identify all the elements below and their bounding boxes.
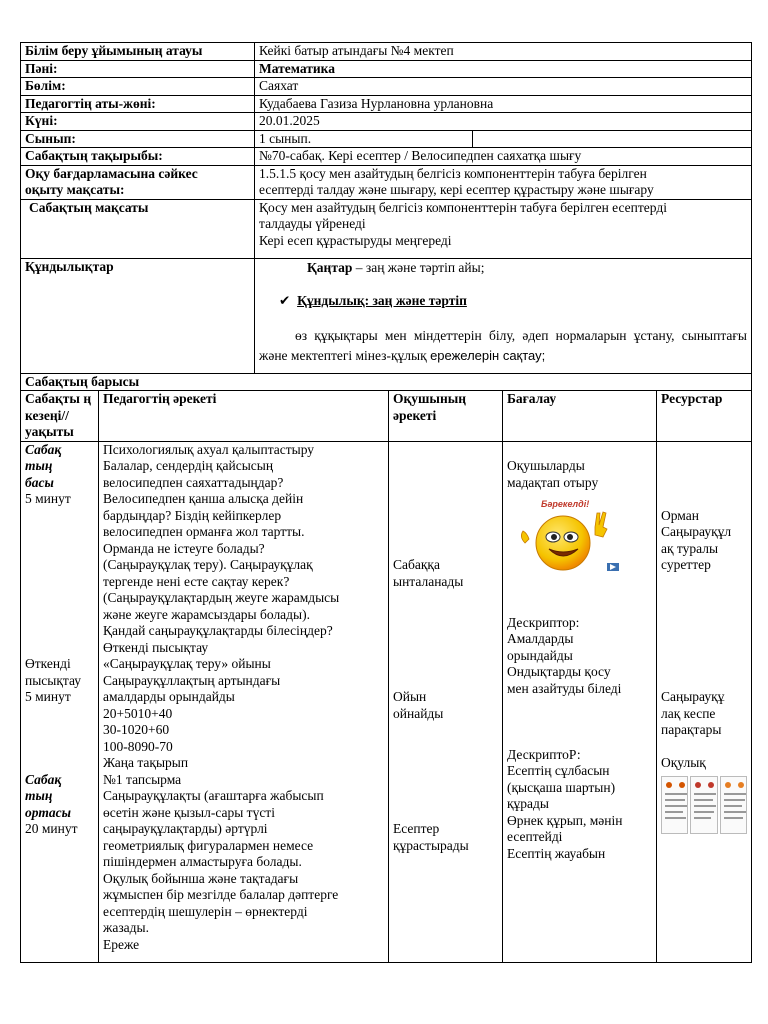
resource-line: суреттер [661, 557, 711, 572]
student-column [389, 441, 503, 962]
teacher-line: велосипедпен саяхаттадыңдар? [103, 474, 284, 490]
worksheet-thumbnails [661, 776, 747, 834]
teacher-line: өсетін және қызыл-сары түсті [103, 804, 275, 820]
progress-title: Сабақтың барысы [21, 373, 752, 391]
objectives-label-line: оқыту мақсаты: [25, 182, 125, 197]
progress-header-row [21, 391, 752, 442]
teacher-line: (Саңырауқұлақ теру). Саңырауқұлақ [103, 557, 313, 572]
assessment-line: құрады [507, 796, 549, 811]
worksheet-thumbnail [690, 776, 717, 834]
lesson-goal-value [255, 199, 752, 258]
subject-label: Пәні: [21, 60, 255, 78]
assessment-line: Дескриптор: [507, 614, 580, 630]
stage-3-name: тың [25, 788, 53, 803]
resource-line: ақ туралы [661, 540, 719, 556]
math-row [103, 722, 384, 739]
topic-label: Сабақтың тақырыбы: [21, 148, 255, 166]
values-heading: Құндылық: заң және тәртіп [297, 292, 467, 308]
teacher-line: есептердің шешулерін – өрнектерді [103, 903, 308, 919]
date-row [21, 113, 752, 131]
math-row [103, 739, 384, 756]
values-month-text: – заң және тәртіп айы; [352, 259, 485, 275]
teacher-line: Оқулық бойынша және тақтадағы [103, 870, 299, 886]
col-header-teacher: Педагогтің әрекеті [99, 391, 389, 442]
class-empty-cell [473, 130, 752, 148]
resource-line: лақ кеспе [661, 705, 716, 721]
teacher-line: Қандай саңырауқұлақтарды білесіңдер? [103, 623, 333, 638]
resource-line: парақтары [661, 722, 722, 737]
assessment-line: есептейді [507, 829, 563, 844]
teacher-line: Жаңа тақырып [103, 755, 189, 770]
progress-body-row [21, 441, 752, 962]
progress-table [20, 373, 752, 963]
col-header-stage: Сабақты ң кезеңі// уақыты [21, 391, 99, 442]
teacher-line: саңырауқұлақтарды) әртүрлі [103, 821, 268, 836]
lesson-plan-document [20, 42, 751, 963]
teacher-line: Саңырауқұллақтың артындағы [103, 672, 281, 688]
math-expression: 100-80 [103, 738, 142, 754]
class-row [21, 130, 752, 148]
section-label: Бөлім: [21, 78, 255, 96]
math-expression: 20+50 [103, 705, 138, 721]
lesson-goal-line: Қосу мен азайтудың белгісіз компоненттерін табуға берілген есептерді [259, 199, 667, 215]
stage-3-time: 20 минут [25, 821, 78, 836]
teacher-line: жазады. [103, 920, 149, 935]
class-label: Сынып: [21, 130, 255, 148]
objectives-label-line: Оқу бағдарламасына сәйкес [25, 165, 198, 181]
values-label: Құндылықтар [21, 258, 255, 373]
teacher-line: және жеуге жарамсыздары болады). [103, 606, 310, 622]
teacher-line: «Саңырауқұлақ теру» ойыны [103, 656, 271, 671]
values-text-sans: ережелерін сақтау; [430, 347, 546, 363]
math-expression: 90-70 [141, 738, 173, 754]
teacher-line: жұмыспен бір мезгілде балалар дәптерге [103, 887, 339, 902]
teacher-line: бардыңдар? Біздің кейіпкерлер [103, 507, 282, 523]
lesson-goal-label: Сабақтың мақсаты [21, 199, 255, 258]
lesson-goal-line: талдауды үйренеді [259, 216, 366, 231]
stage-2-name: Өткенді [25, 656, 71, 671]
stage-1-name: Сабақ [25, 441, 62, 457]
teacher-label: Педагогтің аты-жөні: [21, 95, 255, 113]
teacher-value: Кудабаева Газиза Нурлановна урлановна [255, 95, 752, 113]
assessment-line: мен азайтуды біледі [507, 680, 622, 696]
header-table [20, 42, 752, 374]
section-row [21, 78, 752, 96]
school-row [21, 43, 752, 61]
checkmark-icon: ✔ [279, 292, 291, 308]
assessment-line: Есептің сұлбасын [507, 763, 610, 778]
teacher-line: Саңырауқұлақты (ағаштарға жабысып [103, 788, 324, 803]
worksheet-thumbnail [661, 776, 688, 834]
student-activity: Есептер [393, 821, 440, 836]
teacher-line: №1 тапсырма [103, 771, 182, 787]
worksheet-thumbnail [720, 776, 747, 834]
stage-3-name: Сабақ [25, 771, 62, 787]
subject-value: Математика [255, 60, 752, 78]
teacher-row [21, 95, 752, 113]
teacher-column [99, 441, 389, 962]
teacher-line: Балалар, сендердің қайсысың [103, 458, 274, 473]
teacher-line: Велосипедпен қанша алысқа дейін [103, 491, 304, 506]
stage-3-name: ортасы [25, 804, 71, 820]
assessment-line: ДескриптоР: [507, 746, 581, 762]
col-header-resources: Ресурстар [657, 391, 752, 442]
praise-smiley-image [511, 497, 652, 582]
progress-title-row [21, 373, 752, 391]
student-activity: Сабаққа [393, 557, 440, 572]
resource-line: Орман [661, 507, 699, 523]
col-header-assessment: Бағалау [503, 391, 657, 442]
assessment-line: Амалдарды [507, 631, 574, 646]
resources-column [657, 441, 752, 962]
values-row [21, 258, 752, 373]
values-month-name: Қаңтар [307, 259, 353, 275]
values-heading-line [259, 293, 747, 310]
assessment-line: (қысқаша шартын) [507, 779, 616, 795]
values-paragraph [259, 326, 747, 366]
stage-1-time: 5 минут [25, 491, 71, 506]
values-month-line [259, 260, 747, 277]
stage-1-name: басы [25, 474, 54, 490]
assessment-line: Ондықтарды қосу [507, 664, 611, 679]
teacher-line: Ереже [103, 936, 140, 952]
teacher-line: тергенде нені есте сақтау керек? [103, 573, 290, 589]
topic-value: №70-сабақ. Кері есептер / Велосипедпен саяхатқа шығу [255, 148, 752, 166]
date-value: 20.01.2025 [255, 113, 752, 131]
resource-line: Саңырауқұл [661, 524, 732, 539]
teacher-line: Психологиялық ахуал қалыптастыру [103, 441, 315, 457]
teacher-line: геометриялық фигуралармен немесе [103, 837, 314, 853]
objectives-value-line: есептерді талдау және шығару, кері есептер құрастыру және шығару [259, 182, 654, 197]
teacher-line: (Саңырауқұлақтардың жеуге жарамдысы [103, 590, 340, 605]
assessment-column [503, 441, 657, 962]
teacher-line: амалдарды орындайды [103, 689, 235, 704]
math-row [103, 706, 384, 723]
student-activity: Ойын [393, 689, 427, 704]
assessment-line: Оқушыларды [507, 458, 585, 473]
math-expression: 20+60 [134, 722, 170, 737]
stage-1-name: тың [25, 458, 53, 473]
stage-column [21, 441, 99, 962]
section-value: Саяхат [255, 78, 752, 96]
school-label: Білім беру ұйымының атауы [21, 43, 255, 61]
col-header-student: Оқушының әрекеті [389, 391, 503, 442]
math-expression: 10+40 [137, 705, 173, 721]
subject-row [21, 60, 752, 78]
stage-2-name: пысықтау [25, 672, 82, 688]
teacher-line: пішіндермен алмастыруға болады. [103, 854, 302, 869]
stage-2-time: 5 минут [25, 689, 71, 704]
assessment-line: Өрнек құрып, мәнін [507, 812, 623, 828]
assessment-line: мадақтап отыру [507, 474, 599, 490]
resource-line: Оқулық [661, 755, 706, 770]
topic-row [21, 148, 752, 166]
objectives-label [21, 165, 255, 199]
resource-line: Саңырауқұ [661, 689, 725, 704]
objectives-value [255, 165, 752, 199]
assessment-line: орындайды [507, 647, 573, 663]
math-expression: 30-10 [103, 722, 135, 737]
teacher-line: Орманда не істеуге болады? [103, 540, 265, 556]
objectives-row [21, 165, 752, 199]
student-activity: ынталанады [393, 573, 464, 589]
values-content [255, 258, 752, 373]
student-activity: ойнайды [393, 705, 444, 721]
class-value: 1 сынып. [255, 130, 473, 148]
school-value: Кейкі батыр атындағы №4 мектеп [255, 43, 752, 61]
teacher-line: Өткенді пысықтау [103, 639, 209, 655]
lesson-goal-line: Кері есеп құрастыруды меңгереді [259, 232, 452, 248]
praise-text: Бәрекелді! [541, 499, 590, 509]
assessment-line: Есептің жауабын [507, 845, 606, 861]
values-text: өз құқықтары мен міндеттерін білу, әдеп нормаларын ұстану, сыныптағы және мектептегі мінез-құлық [259, 327, 747, 363]
student-activity: құрастырады [393, 837, 469, 853]
lesson-goal-row [21, 199, 752, 258]
date-label: Күні: [21, 113, 255, 131]
objectives-value-line: 1.5.1.5 қосу мен азайтудың белгісіз компоненттерін табуға берілген [259, 165, 647, 181]
teacher-line: велосипедпен орманға жол тартты. [103, 524, 305, 539]
